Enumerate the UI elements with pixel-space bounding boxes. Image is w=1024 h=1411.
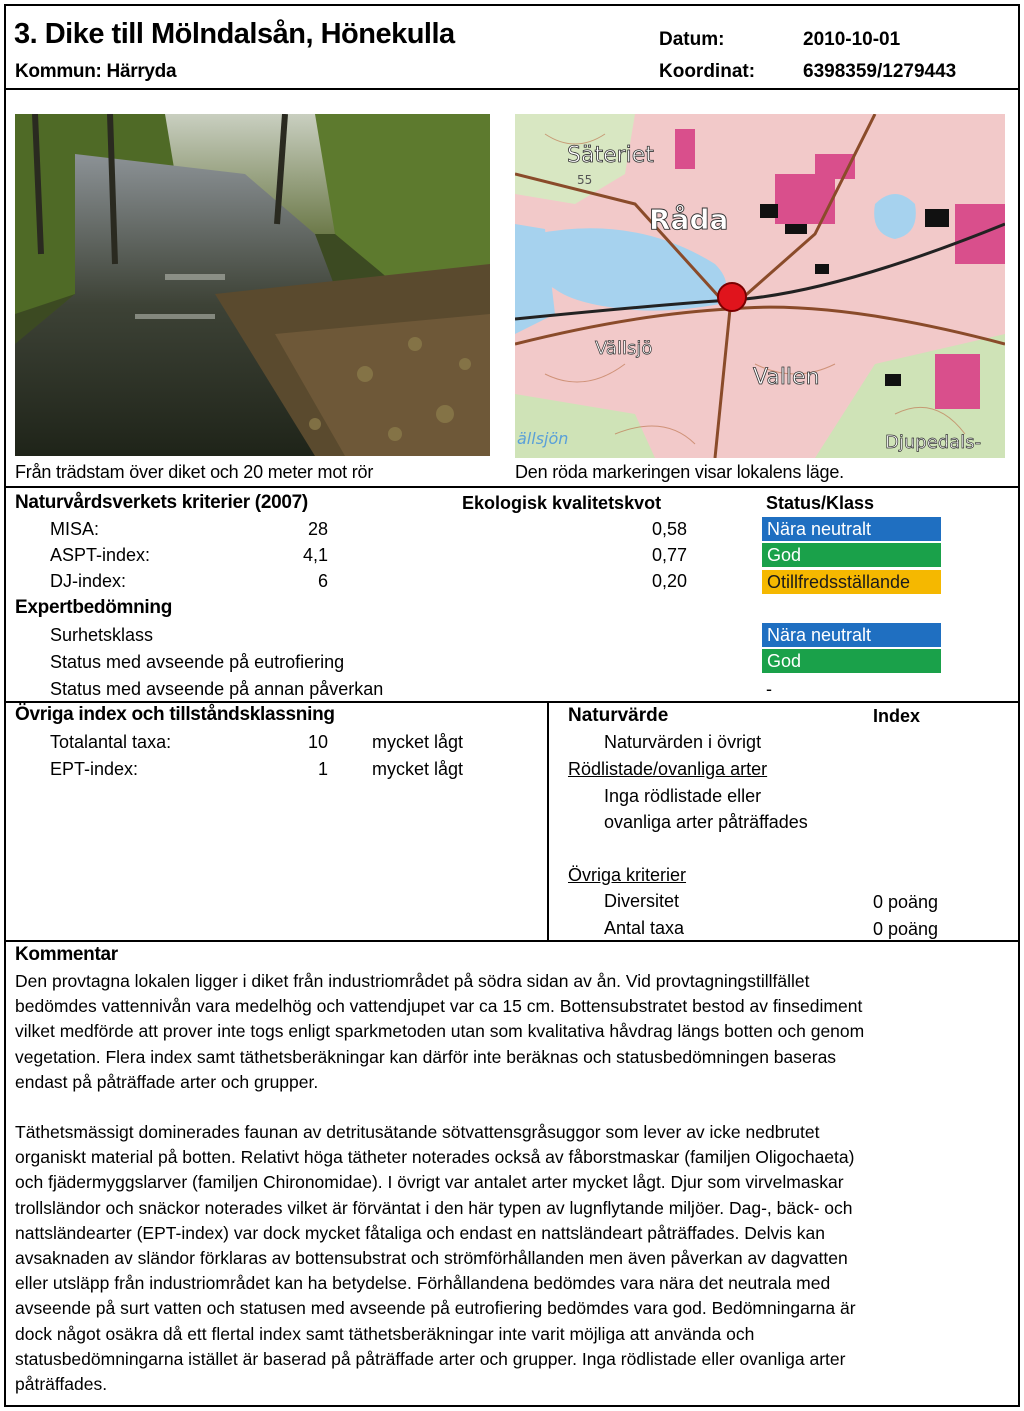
naturvarde-value: Naturvärden i övrigt xyxy=(604,732,762,752)
map-caption: Den röda markeringen visar lokalens läge. xyxy=(515,462,844,482)
dj-value: 6 xyxy=(317,571,328,591)
map-label-rada: Råda xyxy=(649,203,729,236)
photo-caption: Från trädstam över diket och 20 meter mot rör xyxy=(15,462,374,482)
ovriga-heading: Övriga index och tillståndsklassning xyxy=(15,704,335,725)
status-column-heading: Status/Klass xyxy=(766,493,875,513)
map-label-vallsjo: Vällsjö xyxy=(595,338,653,359)
map-label-road-55: 55 xyxy=(577,173,593,187)
location-map xyxy=(515,114,1005,458)
kommentar-p2-line: avsaknaden av sländor förklaras av bottensubstrat och strömförhållanden men även påverkan av dagvatten xyxy=(15,1248,848,1269)
kommentar-p2-line: organiskt material på botten. Relativt höga tätheter noterades också av fåborstmaskar (familjen Oligochaeta) xyxy=(15,1147,855,1168)
misa-status-badge: Nära neutralt xyxy=(762,517,941,541)
kommentar-p2-line: påträffades. xyxy=(15,1374,108,1395)
page-title: 3. Dike till Mölndalsån, Hönekulla xyxy=(14,18,455,50)
kommentar-p1-line: Den provtagna lokalen ligger i diket från industriområdet på södra sidan av ån. Vid provtagningstillfället xyxy=(15,971,810,991)
kommentar-p2-line: statusbedömningarna istället är baserad på påträffade arter och grupper. Inga rödlistade eller ovanliga arter xyxy=(15,1348,846,1369)
misa-eko: 0,58 xyxy=(651,519,687,539)
rodlistade-heading: Rödlistade/ovanliga arter xyxy=(568,759,768,779)
expert-heading: Expertbedömning xyxy=(15,597,173,618)
stream-photo xyxy=(15,114,490,456)
aspt-label: ASPT-index: xyxy=(50,545,151,565)
ovriga-kriterier-heading: Övriga kriterier xyxy=(568,865,687,885)
kommentar-p2-line: och fjädermyggslarver (familjen Chironomidae). I övrigt var antalet arter mycket lågt. Djur som virvelmaskar xyxy=(15,1172,844,1193)
kommentar-divider xyxy=(4,940,1020,942)
map-label-sateriet: Säteriet xyxy=(567,143,654,168)
stream-photo-image xyxy=(15,114,490,456)
map-label-djupedals: Djupedals- xyxy=(885,432,982,453)
totalantal-class: mycket lågt xyxy=(372,732,464,752)
kommentar-p2-line: avseende på surt vatten och statusen med avseende på eutrofiering bedömdes vara god. Bedömningarna är xyxy=(15,1298,856,1319)
koordinat-label: Koordinat: xyxy=(659,61,756,82)
datum-label: Datum: xyxy=(659,29,725,50)
kommentar-p2-line: dock något osäkra då ett flertal index samt täthetsberäkningar inte varit möjliga att använda och xyxy=(15,1323,755,1344)
index-heading: Index xyxy=(873,706,921,726)
kommentar-p2-line: nattsländearter (EPT-index) var dock mycket fåtaliga och endast en nattsländeart påträffades. Delvis kan xyxy=(15,1222,825,1243)
koordinat-value: 6398359/1279443 xyxy=(803,61,957,82)
diversitet-points: 0 poäng xyxy=(873,892,939,912)
misa-label: MISA: xyxy=(50,519,100,539)
misa-value: 28 xyxy=(307,519,328,539)
location-marker-icon xyxy=(718,283,746,311)
ept-value: 1 xyxy=(317,759,328,779)
dj-label: DJ-index: xyxy=(50,571,127,591)
ept-class: mycket lågt xyxy=(372,759,464,779)
eutrofiering-label: Status med avseende på eutrofiering xyxy=(50,652,345,672)
ept-label: EPT-index: xyxy=(50,759,139,779)
kommentar-paragraph-2 xyxy=(15,1120,1010,1397)
naturvarde-heading: Naturvärde xyxy=(568,705,669,726)
kommentar-p1-line: vegetation. Flera index samt täthetsberäkningar kan därför inte beräknas och statusbedömningen baseras xyxy=(15,1046,837,1067)
criteria-heading: Naturvårdsverkets kriterier (2007) xyxy=(15,492,308,513)
kommentar-p2-line: Täthetsmässigt dominerades faunan av detritusätande sötvattensgråsuggor som lever av icke nedbrutet xyxy=(15,1122,820,1142)
kommentar-p1-line: endast på påträffade arter och grupper. xyxy=(15,1071,319,1092)
datum-value: 2010-10-01 xyxy=(803,29,901,50)
kommentar-p1-line: bedömdes vattennivån vara medelhög och vattendjupet var ca 15 cm. Bottensubstratet bestod av finsediment xyxy=(15,996,863,1017)
criteria-divider xyxy=(4,701,1020,703)
kommentar-paragraph-1 xyxy=(15,969,1010,1095)
totalantal-label: Totalantal taxa: xyxy=(50,732,172,752)
annan-paverkan-label: Status med avseende på annan påverkan xyxy=(50,679,384,699)
annan-paverkan-status: - xyxy=(766,679,772,699)
map-label-vallen: Vallen xyxy=(753,365,820,390)
diversitet-label: Diversitet xyxy=(604,891,680,911)
kommentar-p1-line: vilket medförde att prover inte togs enligt sparkmetoden utan som kvalitativa håvdrag längs botten och genom xyxy=(15,1021,865,1042)
antal-taxa-label: Antal taxa xyxy=(604,918,685,938)
header-divider xyxy=(4,88,1020,90)
eutrofiering-status-badge: God xyxy=(762,649,941,673)
location-map-image xyxy=(515,114,1005,458)
dj-eko: 0,20 xyxy=(651,571,687,591)
kommentar-heading: Kommentar xyxy=(15,944,118,965)
kommun-label: Kommun: Härryda xyxy=(15,61,177,82)
aspt-status-badge: God xyxy=(762,543,941,567)
totalantal-value: 10 xyxy=(307,732,328,752)
antal-taxa-points: 0 poäng xyxy=(873,919,939,939)
column-divider xyxy=(547,701,549,940)
aspt-eko: 0,77 xyxy=(651,545,687,565)
dj-status-badge: Otillfredsställande xyxy=(762,570,941,594)
aspt-value: 4,1 xyxy=(302,545,328,565)
rodlistade-line-2: ovanliga arter påträffades xyxy=(604,812,808,832)
map-label-allsjon: ällsjön xyxy=(517,429,569,448)
kommentar-p2-line: trollsländor och snäckor noterades vilket är förväntat i den här typen av lugnflytande miljöer. Dag-, bäck- och xyxy=(15,1197,853,1218)
surhetsklass-status-badge: Nära neutralt xyxy=(762,623,941,647)
rodlistade-line-1: Inga rödlistade eller xyxy=(604,786,762,806)
surhetsklass-label: Surhetsklass xyxy=(50,625,154,645)
kommentar-p2-line: eller utsläpp från industriområdet kan ha betydelse. Förhållandena bedömdes vara nära det neutrala med xyxy=(15,1273,831,1294)
eko-column-heading: Ekologisk kvalitetskvot xyxy=(462,493,662,513)
images-divider xyxy=(4,486,1020,488)
